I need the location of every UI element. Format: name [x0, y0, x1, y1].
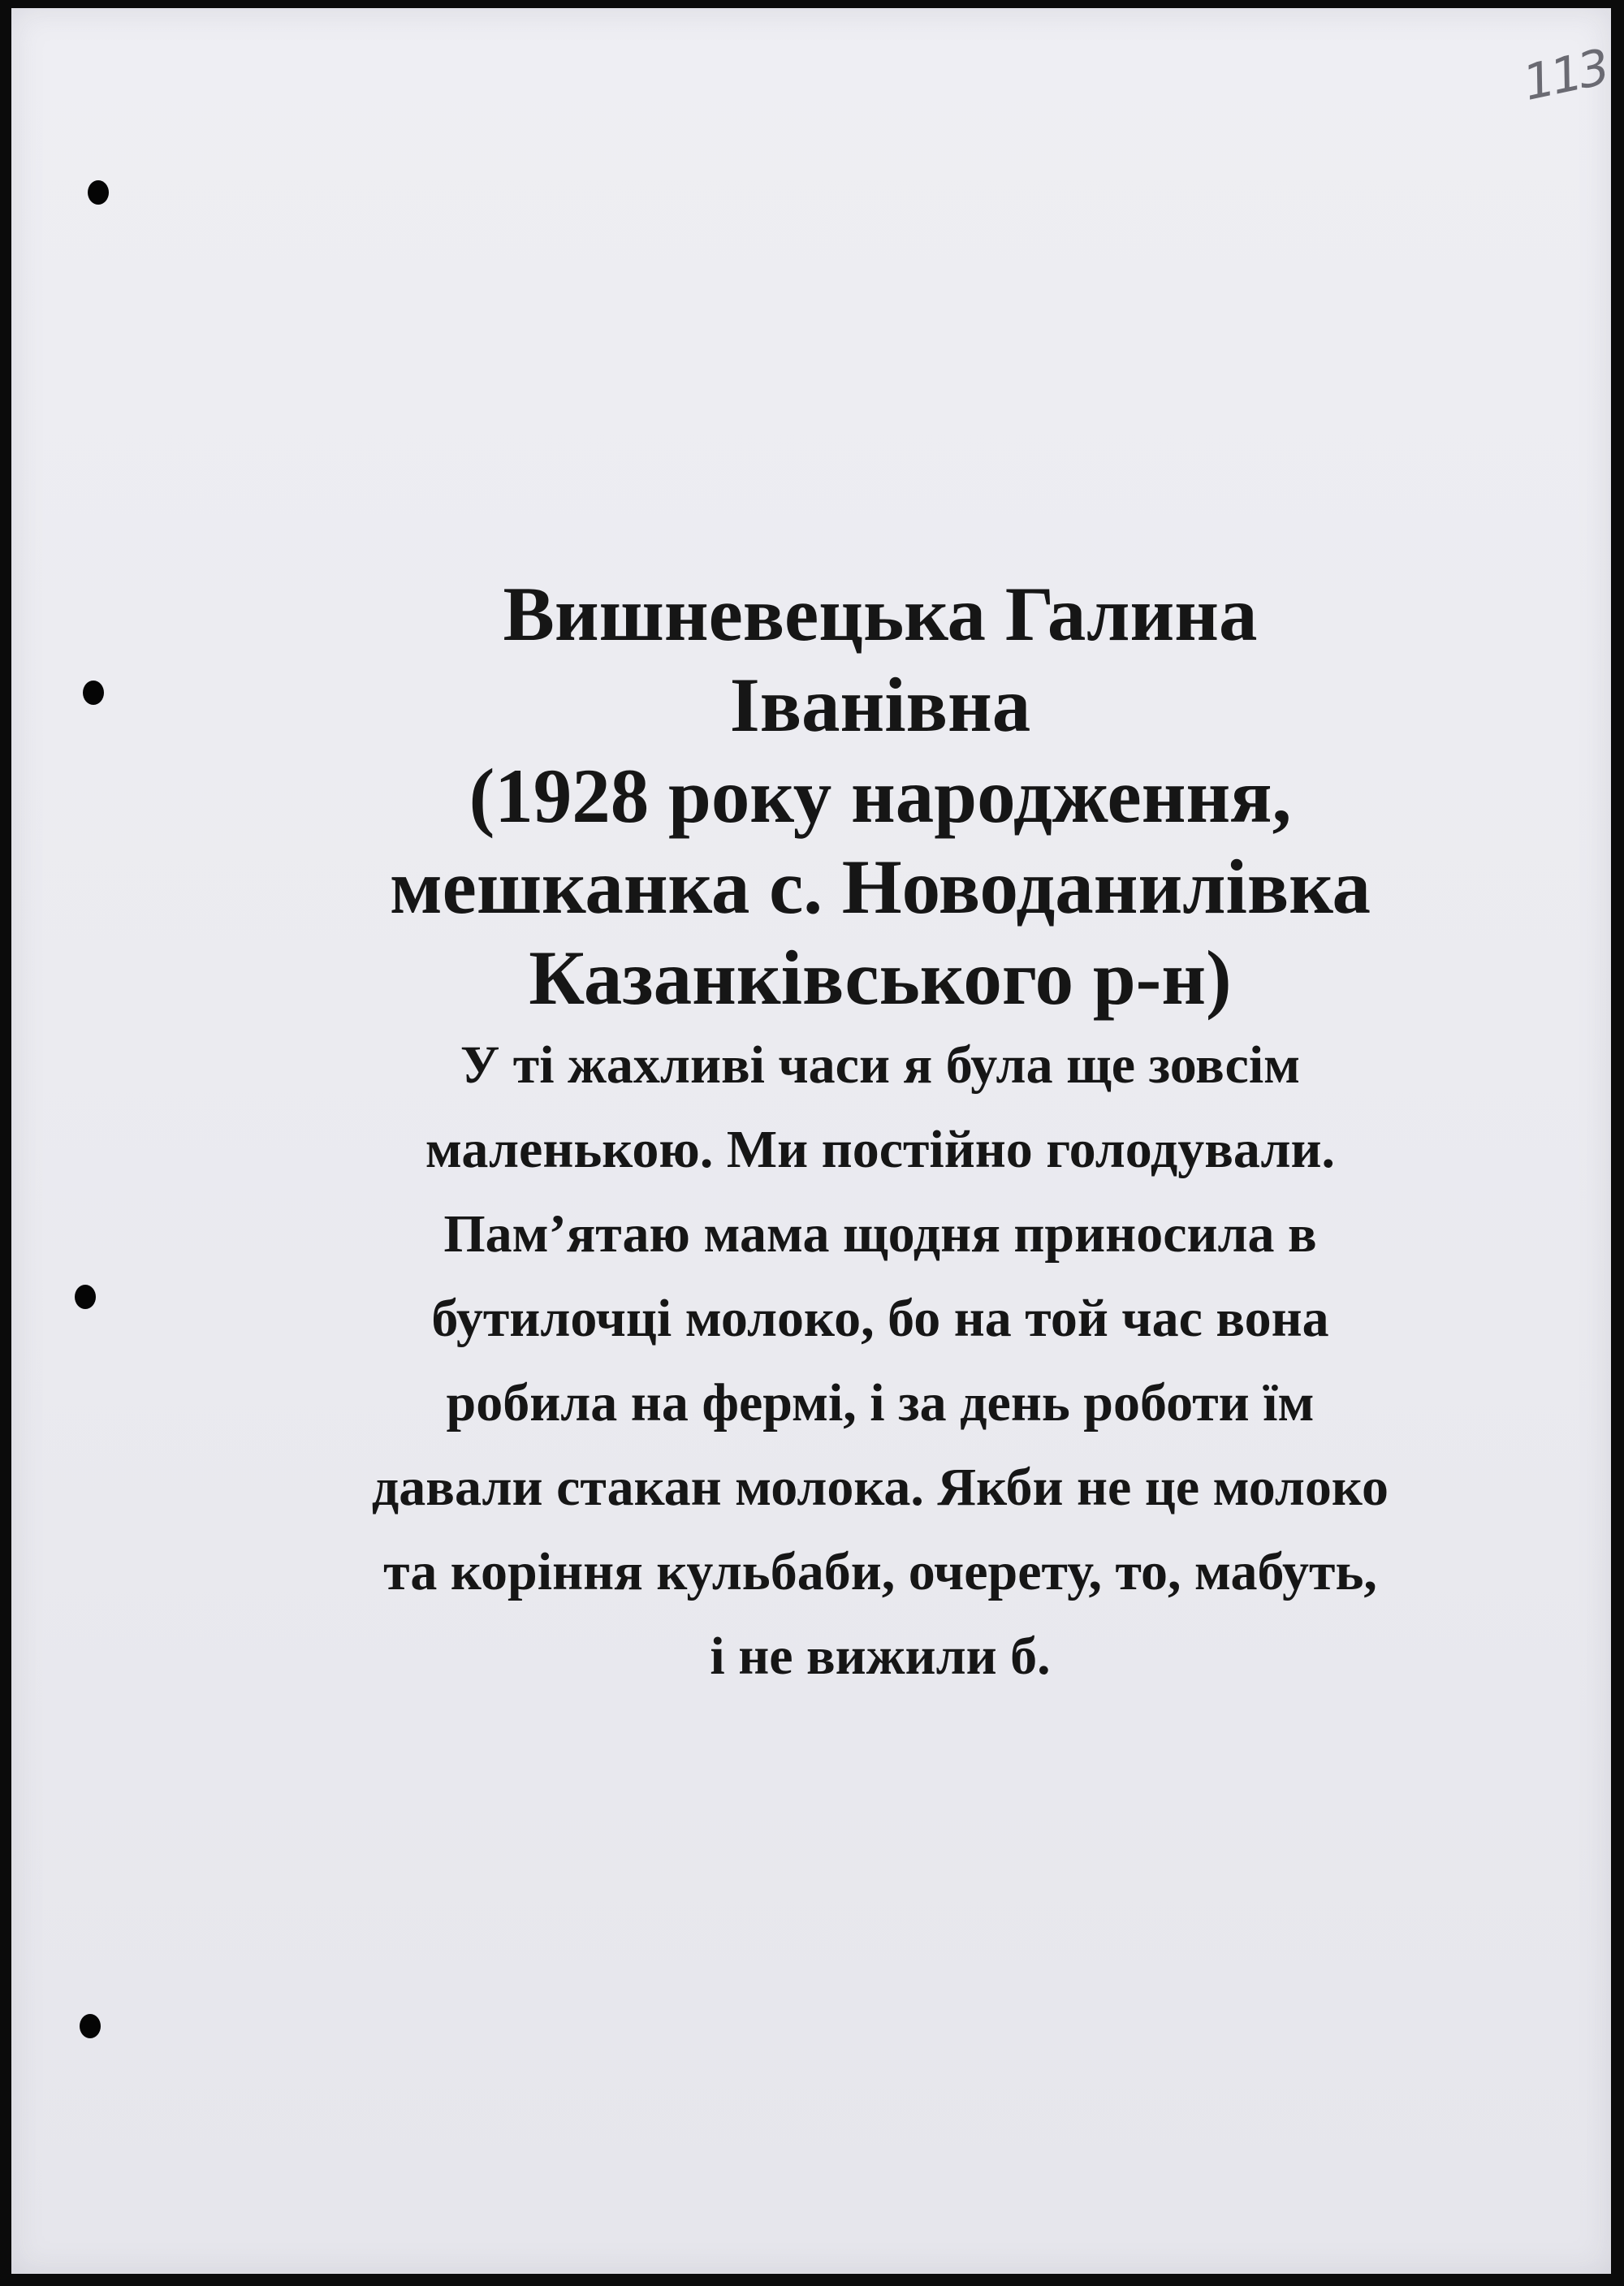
paragraph-line: та коріння кульбаби, очерету, то, мабуть, — [383, 1542, 1377, 1601]
heading-line: (1928 року народження, — [469, 753, 1292, 839]
paragraph-line: давали стакан молока. Якби не це молоко — [371, 1458, 1389, 1517]
paragraph-line: і не вижили б. — [710, 1627, 1051, 1686]
heading-line: Казанківського р-н) — [529, 935, 1232, 1021]
punch-hole — [80, 2014, 101, 2038]
testimony-paragraph — [133, 1023, 1624, 1699]
paragraph-line: бутилочці молоко, бо на той час вона — [431, 1289, 1329, 1348]
paragraph-line: Пам’ятаю мама щодня приносила в — [443, 1204, 1317, 1264]
heading-line: Іванівна — [729, 662, 1031, 748]
heading-line: Вишневецька Галина — [503, 571, 1258, 657]
punch-hole — [75, 1285, 96, 1309]
paper-sheet — [11, 8, 1611, 2274]
paragraph-line: маленькою. Ми постійно голодували. — [425, 1120, 1336, 1179]
punch-hole — [83, 681, 104, 705]
heading-line: мешканка с. Новоданилівка — [389, 844, 1371, 930]
paragraph-line: У ті жахливі часи я була ще зовсім — [460, 1035, 1301, 1095]
paragraph-line: робила на фермі, і за день роботи їм — [446, 1373, 1315, 1433]
punch-hole — [88, 180, 109, 205]
document-heading — [133, 568, 1624, 1023]
handwritten-page-number: 113 — [1518, 39, 1612, 112]
document-content — [133, 568, 1624, 1699]
